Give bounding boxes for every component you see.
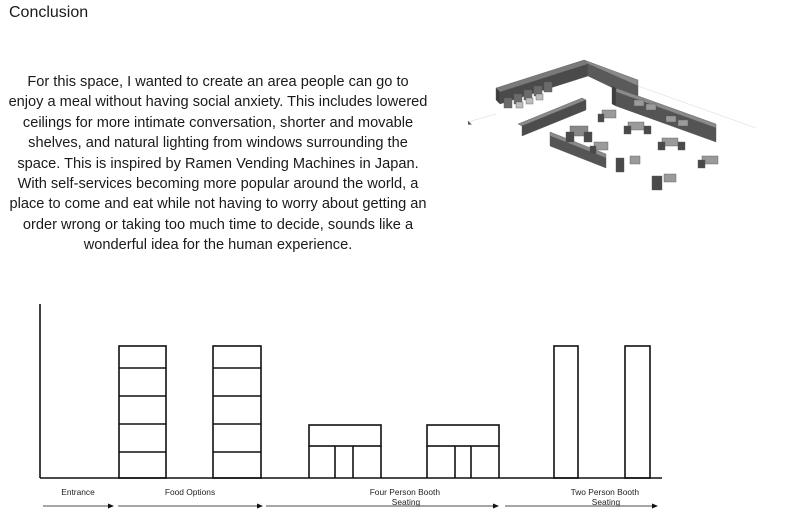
two-person-booth-1: [554, 346, 578, 478]
shelf-unit-1: [119, 346, 166, 478]
page-title: Conclusion: [9, 4, 89, 21]
zone-label-entrance: Entrance: [61, 487, 95, 497]
svg-text:◣: ◣: [468, 120, 472, 126]
two-person-booth-2: [625, 346, 650, 478]
conclusion-paragraph: For this space, I wanted to create an area people can go to enjoy a meal without having social anxiety. This includes lowered ceilings for more intimate conversation, shorter and movable shelves, and natural lighting from windows surrounding the space. This is inspired by Ramen Vending Machines in Japan. With self-services becoming more popular around the world, a place to come and eat while not having to worry about getting an order wrong or taking too much time to decide, sounds like a wonderful idea for the human experience.: [8, 74, 428, 254]
isometric-floor-plan: [466, 58, 762, 208]
arrow-four-person-booth: [266, 504, 499, 509]
four-person-booth-2: [427, 425, 499, 478]
zone-label-four-person-booth: Four Person Booth Seating: [369, 487, 440, 507]
four-person-booth-1: [309, 425, 381, 478]
shelf-unit-2: [213, 346, 261, 478]
zone-label-two-person-booth: Two Person Booth Seating: [570, 487, 640, 507]
iso-shelf: [504, 98, 512, 108]
section-diagram: [0, 298, 794, 510]
arrow-food-options: [118, 504, 263, 509]
arrow-two-person-booth: [505, 504, 658, 509]
arrow-entrance: [43, 504, 114, 509]
zone-label-food-options: Food Options: [164, 487, 216, 497]
iso-booth: [566, 126, 592, 142]
